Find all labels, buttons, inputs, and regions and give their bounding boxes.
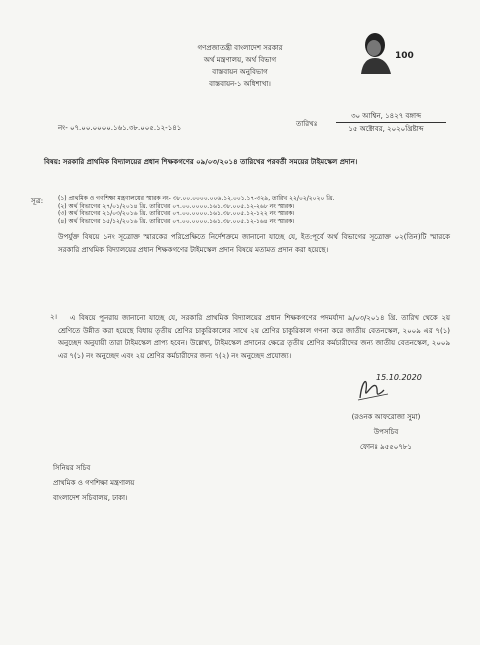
paragraph-2-number: ২। [50,313,58,321]
date-bangla: ৩০ আশ্বিন, ১৪২৭ বঙ্গাব্দ [350,112,422,120]
body-paragraph-2: এ বিষয়ে পুনরায় জানানো যাচ্ছে যে, সরকারি প্রাথমিক বিদ্যালয়ের প্রধান শিক্ষকগণের পদমর্যাদা ৯/০৩/২০১৪ খ্রি. তারিখ থেকে ২য় শ্রেণিতে উন্নীত করা হয়েছে বিধায় তৃতীয় শ্রেণির চাকুরিকালের সাথে ২য় শ্রেণির চাকুরিকাল গণনা করে জাতীয় বেতনস্কেল, ২০০৯ এর ৭(১) অনুচ্ছেদ অনুযায়ী তারা টাইমস্কেল প্রাপ্য হবেন। উল্লেখ্য, টাইমস্কেল প্রদানের ক্ষেত্রে তৃতীয় শ্রেণির কর্মচারীদের জন্য জাতীয় বেতনস্কেল, ২০০৯ এর ৭(১) নং অনুচ্ছেদ এবং ২য় শ্রেণির কর্মচারীদের জন্য ৭(২) নং অনুচ্ছেদ প্রযোজ্য। [58,314,450,360]
date-label: তারিখঃ [296,120,318,128]
header-line-3: বাস্তবায়ন অনুবিভাগ [212,68,268,76]
date-english: ১৫ অক্টোবর, ২০২০খ্রিষ্টাব্দ [348,125,424,133]
reference-item: (১) প্রাথমিক ও গণশিক্ষা মন্ত্রণালয়ের স্মারক নং- ৩৮.০০.০০০০.০০৬.১২.০০১.১৭-৩২৯, তারিখ ২২/০২/২০২০ খ্রি. [58,195,335,202]
date-divider [336,122,446,123]
references-label: সূত্র: [31,197,44,205]
header-line-4: বাস্তবায়ন-১ অধিশাখা। [209,80,271,88]
header-line-2: অর্থ মন্ত্রণালয়, অর্থ বিভাগ [203,56,277,64]
reference-item: (৩) অর্থ বিভাগের ২১/০৩/২০১৬ খ্রি. তারিখের ০৭.০০.০০০০.১৬১.৩৮.০০৫.১২-১২২ নং স্মারক। [58,210,295,218]
signer-phone: ফোনঃ ৯৫৫০৭৮১ [360,443,412,451]
reference-number: নং- ০৭.০০.০০০০.১৬১.৩৮.০০৫.১২-১৪১ [58,124,182,132]
body-paragraph-1: উপর্যুক্ত বিষয়ে ১নং সূত্রোক্ত স্মারকের পরিপ্রেক্ষিতে নির্দেশক্রমে জানানো যাচ্ছে যে, ইত:পূর্বে অর্থ বিভাগের সূত্রোক্ত ০২(তিন)টি স্মারকে সরকারি প্রাথমিক বিদ্যালয়ের প্রধান শিক্ষকগণের টাইমস্কেল প্রদান বিষয়ে মতামত প্রদান করা হয়েছে। [58,233,450,254]
letterhead [120,42,360,90]
reference-item: (২) অর্থ বিভাগের ২৭/০১/২০১৪ খ্রি. তারিখের ০৭.০০.০০০০.১৬১.৩৮.০০৫.১২-২৬৮ নং স্মারক। [58,202,295,210]
subject-label: বিষয়: [44,158,61,166]
signer-name: (রওনক আফরোজা সুমা) [351,413,421,421]
subject-text: সরকারি প্রাথমিক বিদ্যালয়ের প্রধান শিক্ষকগণের ০৯/০৩/২০১৪ তারিখের পরবর্তী সময়ের টাইমস্কেল প্রদান। [62,158,358,166]
recipient-address: বাংলাদেশ সচিবালয়, ঢাকা। [53,494,128,502]
portrait-logo-icon [355,28,433,76]
signer-block [334,410,438,455]
header-line-1: গণপ্রজাতন্ত্রী বাংলাদেশ সরকার [197,44,283,52]
subject [44,157,450,168]
recipient-ministry: প্রাথমিক ও গণশিক্ষা মন্ত্রণালয় [53,479,135,487]
references-list [58,195,334,225]
recipient-block [53,461,134,506]
reference-item: (৪) অর্থ বিভাগের ১৫/১২/২০১৬ খ্রি. তারিখের ০৭.০০.০০০০.১৬১.৩৮.০০৫.১২-১৬৪ নং স্মারক। [58,217,295,225]
svg-text:100: 100 [395,51,414,61]
recipient-title: সিনিয়র সচিব [53,464,91,472]
mujib-borsho-logo [355,28,433,76]
handwritten-date: 15.10.2020 [376,373,422,382]
signer-designation: উপসচিব [373,428,399,436]
